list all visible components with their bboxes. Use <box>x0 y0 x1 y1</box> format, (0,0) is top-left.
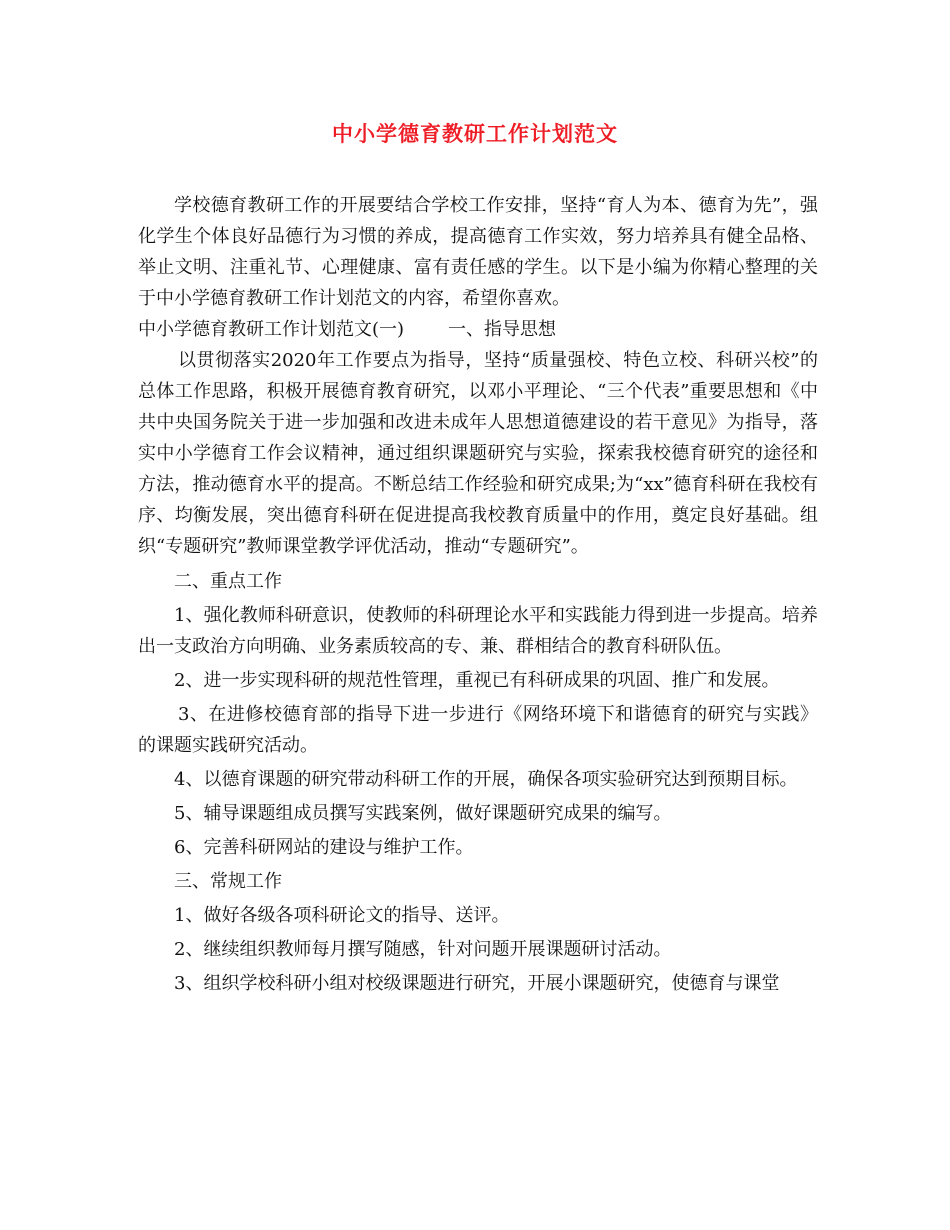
heading-key-work: 二、重点工作 <box>174 571 282 592</box>
heading-guiding-ideology: 一、指导思想 <box>448 319 557 340</box>
document-title: 中小学德育教研工作计划范文 <box>332 121 618 146</box>
key-item: 6、完善科研网站的建设与维护工作。 <box>174 837 474 858</box>
guiding-paragraph: 以贯彻落实2020年工作要点为指导，坚持“质量强校、特色立校、科研兴校”的总体工作思路，积极开展德育教育研究，以邓小平理论、“三个代表”重要思想和《中共中央国务院关于进一步加强和改进未成年人思想道德建设的若干意见》为指导，落实中小学德育工作会议精神，通过组织课题研究与实验，探索我校德育研究的途径和方法，推动德育水平的提高。不断总结工作经验和研究成果;为“xx”德育科研在我校有序、均衡发展，突出德育科研在促进提高我校教育质量中的作用，奠定良好基础。组织“专题研究”教师课堂教学评优活动，推动“专题研究”。 <box>138 350 818 557</box>
routine-item: 1、做好各级各项科研论文的指导、送评。 <box>174 905 510 926</box>
section-title: 中小学德育教研工作计划范文(一) <box>138 319 405 340</box>
section-heading-line <box>138 314 818 345</box>
routine-item: 2、继续组织教师每月撰写随感，针对问题开展课题研讨活动。 <box>174 939 672 960</box>
key-item: 4、以德育课题的研究带动科研工作的开展，确保各项实验研究达到预期目标。 <box>174 769 798 790</box>
routine-item: 3、组织学校科研小组对校级课题进行研究，开展小课题研究，使德育与课堂 <box>174 973 780 994</box>
intro-paragraph: 学校德育教研工作的开展要结合学校工作安排，坚持“育人为本、德育为先”，强化学生个体良好品德行为习惯的养成，提高德育工作实效，努力培养具有健全品格、举止文明、注重礼节、心理健康、富有责任感的学生。以下是小编为你精心整理的关于中小学德育教研工作计划范文的内容，希望你喜欢。 <box>138 195 818 309</box>
key-item: 2、进一步实现科研的规范性管理，重视已有科研成果的巩固、推广和发展。 <box>174 670 780 691</box>
document-body <box>138 190 818 999</box>
key-item: 5、辅导课题组成员撰写实践案例，做好课题研究成果的编写。 <box>174 803 672 824</box>
key-item: 1、强化教师科研意识，使教师的科研理论水平和实践能力得到进一步提高。培养出一支政治方向明确、业务素质较高的专、兼、群相结合的教育科研队伍。 <box>138 605 818 657</box>
heading-routine-work: 三、常规工作 <box>174 871 282 892</box>
key-item: 3、在进修校德育部的指导下进一步进行《网络环境下和谐德育的研究与实践》的课题实践研究活动。 <box>138 704 818 756</box>
